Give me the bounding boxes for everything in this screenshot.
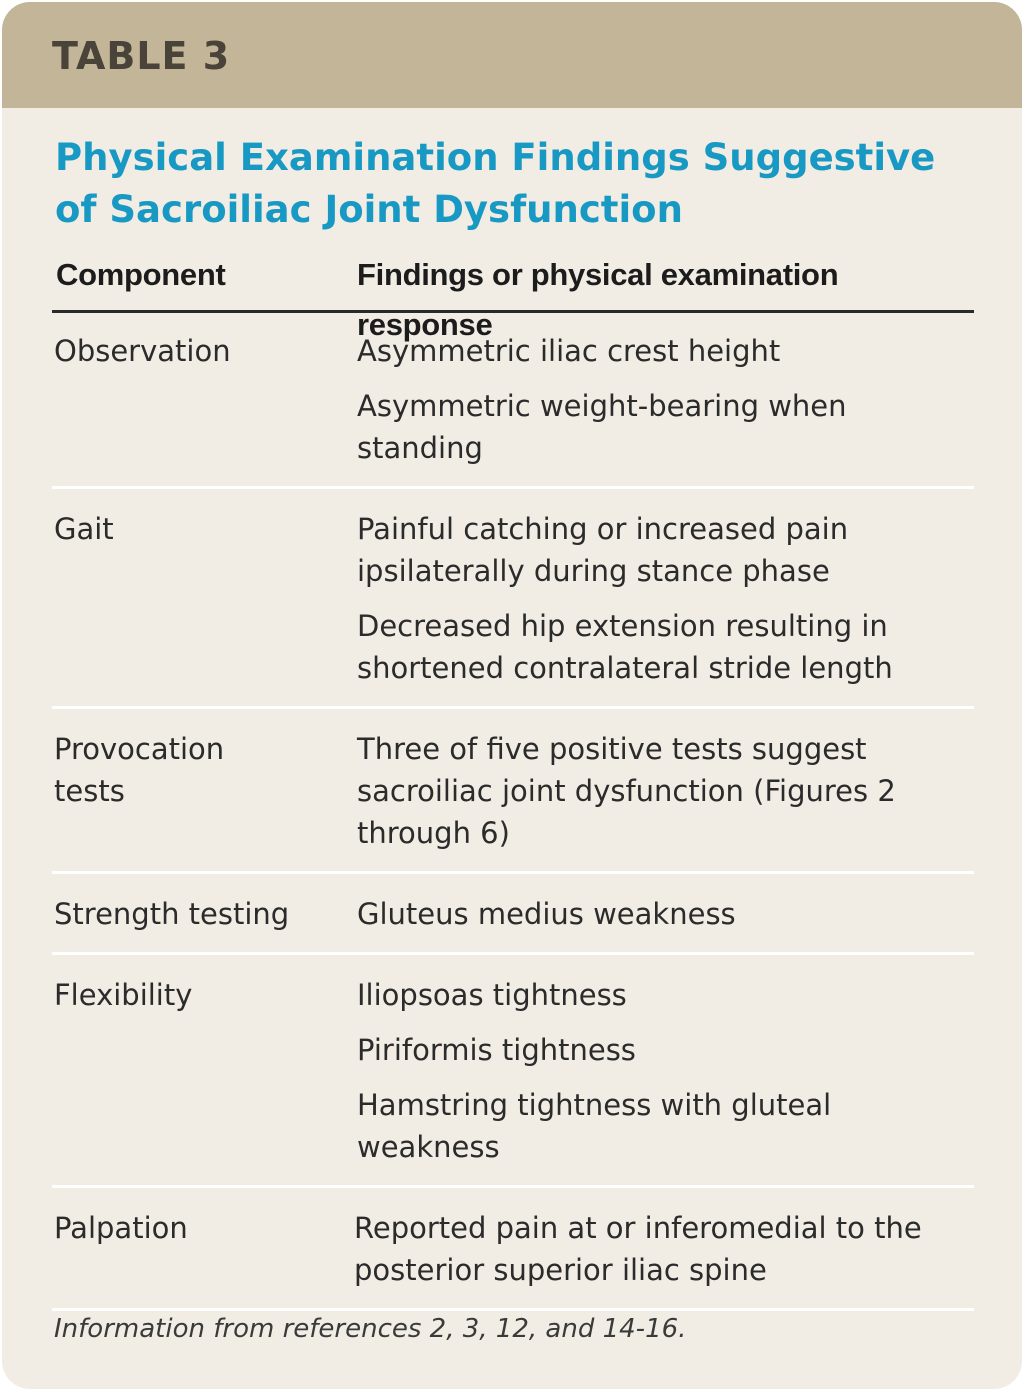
- table-row: [52, 874, 974, 955]
- table-header-row: [52, 250, 974, 342]
- footnote: Information from references 2, 3, 12, and 14-16.: [54, 1314, 687, 1344]
- table-card: [2, 2, 1022, 1389]
- component-cell: Gait: [54, 512, 114, 546]
- table-row: [52, 489, 974, 709]
- finding-text: Decreased hip extension resulting in shortened contralateral stride length: [357, 609, 893, 685]
- findings-cell: [357, 728, 974, 854]
- finding-text: Reported pain at or inferomedial to the posterior superior iliac spine: [354, 1211, 922, 1287]
- finding-text: Gluteus medius weakness: [357, 897, 736, 931]
- header-band: [2, 2, 1022, 108]
- table-row: [52, 313, 974, 489]
- component-cell: Palpation: [54, 1211, 188, 1245]
- component-cell: Observation: [54, 334, 231, 368]
- finding-text: Iliopsoas tightness: [357, 978, 627, 1012]
- column-header-findings: Findings or physical examination response: [357, 257, 839, 342]
- findings-cell: [354, 1207, 974, 1291]
- component-cell: Provocation tests: [54, 732, 225, 808]
- component-cell: Flexibility: [54, 978, 193, 1012]
- finding-text: Piriformis tightness: [357, 1033, 636, 1067]
- findings-cell: [357, 508, 974, 689]
- finding-text: Asymmetric iliac crest height: [357, 334, 781, 368]
- findings-cell: [357, 893, 974, 935]
- table-row: [52, 709, 974, 874]
- findings-table: [52, 250, 974, 1311]
- table-title: Physical Examination Findings Suggestive of Sacroiliac Joint Dysfunction: [55, 136, 936, 231]
- component-cell: Strength testing: [54, 897, 290, 931]
- findings-cell: [357, 974, 974, 1168]
- table-row: [52, 955, 974, 1188]
- finding-text: Three of five positive tests suggest sacroiliac joint dysfunction (Figures 2 through 6): [357, 732, 896, 850]
- table-label: TABLE 3: [52, 34, 231, 78]
- finding-text: Painful catching or increased pain ipsilaterally during stance phase: [357, 512, 849, 588]
- finding-text: Hamstring tightness with gluteal weakness: [357, 1088, 832, 1164]
- findings-cell: [357, 330, 974, 469]
- finding-text: Asymmetric weight-bearing when standing: [357, 389, 847, 465]
- table-row: [52, 1188, 974, 1311]
- column-header-component: Component: [56, 257, 226, 292]
